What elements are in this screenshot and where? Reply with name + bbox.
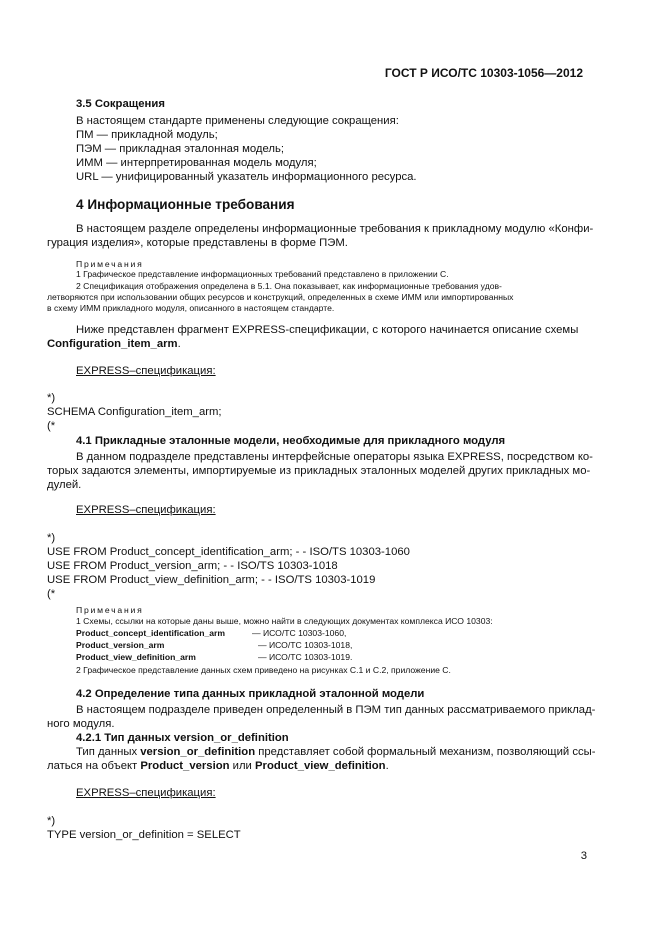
note-line: в схему ИММ прикладного модуля, описанного в настоящем стандарте. (47, 303, 335, 313)
text: представляет собой формальный механизм, позволяющий ссы- (255, 746, 596, 758)
page-header: ГОСТ Р ИСО/ТС 10303-1056—2012 (384, 66, 583, 80)
ref-schema: Product_version_arm (76, 640, 165, 650)
section-4-1-para-line: торых задаются элементы, импортируемые из прикладных эталонных моделей других прикладных мо- (47, 465, 591, 477)
section-4-1-heading: 4.1 Прикладные эталонные модели, необходимые для прикладного модуля (76, 435, 506, 447)
section-4-para2-line (47, 337, 181, 351)
ref-schema: Product_concept_identification_arm (76, 628, 225, 638)
code-line: (* (47, 420, 56, 432)
type-name: version_or_definition (140, 746, 256, 758)
abbrev-item: URL — унифицированный указатель информационного ресурса. (76, 171, 417, 183)
note-line: 1 Графическое представление информационных требований представлено в приложении С. (76, 269, 449, 279)
ref-doc: — ИСО/ТС 10303-1019. (258, 652, 353, 662)
text: или (229, 760, 256, 772)
section-4-2-1-heading: 4.2.1 Тип данных version_or_definition (76, 732, 289, 744)
code-line: TYPE version_or_definition = SELECT (47, 829, 241, 841)
section-4-para-line: В настоящем разделе определены информационные требования к прикладному модулю «Конфи- (76, 223, 594, 235)
note-line: 1 Схемы, ссылки на которые даны выше, можно найти в следующих документах комплекса ИСО 10303: (76, 616, 493, 626)
abbrev-intro: В настоящем стандарте применены следующие сокращения: (76, 115, 399, 127)
code-line: SCHEMA Configuration_item_arm; (47, 406, 222, 418)
ref-doc: — ИСО/ТС 10303-1060, (252, 628, 347, 638)
code-line: *) (47, 532, 56, 544)
abbrev-item: ПМ — прикладной модуль; (76, 129, 218, 141)
code-line: USE FROM Product_concept_identification_arm; - - ISO/TS 10303-1060 (47, 546, 410, 558)
section-4-1-para-line: дулей. (47, 479, 82, 491)
page-number: 3 (580, 850, 587, 862)
code-line: *) (47, 392, 56, 404)
note-line: 2 Графическое представление данных схем приведено на рисунках С.1 и С.2, приложение С. (76, 665, 451, 675)
section-4-2-para-line: ного модуля. (47, 718, 115, 730)
section-4-1-para-line: В данном подразделе представлены интерфейсные операторы языка EXPRESS, посредством ко- (76, 451, 593, 463)
express-label: EXPRESS–спецификация: (76, 504, 216, 516)
section-4-2-para-line: В настоящем подразделе приведен определенный в ПЭМ тип данных рассматриваемого приклад- (76, 704, 596, 716)
entity-name: Product_version (140, 760, 230, 772)
entity-name: Product_view_definition (255, 760, 386, 772)
schema-name: Configuration_item_arm (47, 338, 178, 350)
section-3-5-heading: 3.5 Сокращения (76, 98, 165, 110)
period: . (177, 338, 181, 350)
notes-title: Примечания (76, 259, 144, 269)
ref-schema: Product_view_definition_arm (76, 652, 196, 662)
express-label: EXPRESS–спецификация: (76, 365, 216, 377)
note-line: летворяются при использовании общих ресурсов и конструкций, определенных в схеме ИММ или импортированных (47, 292, 514, 302)
section-4-2-1-para-line (47, 759, 389, 773)
code-line: USE FROM Product_version_arm; - - ISO/TS 10303-1018 (47, 560, 338, 572)
code-line: (* (47, 588, 56, 600)
notes-title: Примечания (76, 605, 144, 615)
text: латься на объект (47, 760, 141, 772)
section-4-2-heading: 4.2 Определение типа данных прикладной эталонной модели (76, 688, 425, 700)
abbrev-item: ИММ — интерпретированная модель модуля; (76, 157, 317, 169)
text: Тип данных (76, 746, 141, 758)
text: . (385, 760, 389, 772)
section-4-para2-line: Ниже представлен фрагмент EXPRESS-спецификации, с которого начинается описание схемы (76, 324, 579, 336)
section-4-para-line: гурация изделия», которые представлены в форме ПЭМ. (47, 237, 348, 249)
express-label: EXPRESS–спецификация: (76, 787, 216, 799)
code-line: USE FROM Product_view_definition_arm; - - ISO/TS 10303-1019 (47, 574, 376, 586)
ref-doc: — ИСО/ТС 10303-1018, (258, 640, 353, 650)
section-4-heading: 4 Информационные требования (76, 197, 295, 212)
note-line: 2 Спецификация отображения определена в 5.1. Она показывает, как информационные требования удов- (76, 281, 502, 291)
abbrev-item: ПЭМ — прикладная эталонная модель; (76, 143, 285, 155)
section-4-2-1-para-line (76, 745, 596, 759)
code-line: *) (47, 815, 56, 827)
